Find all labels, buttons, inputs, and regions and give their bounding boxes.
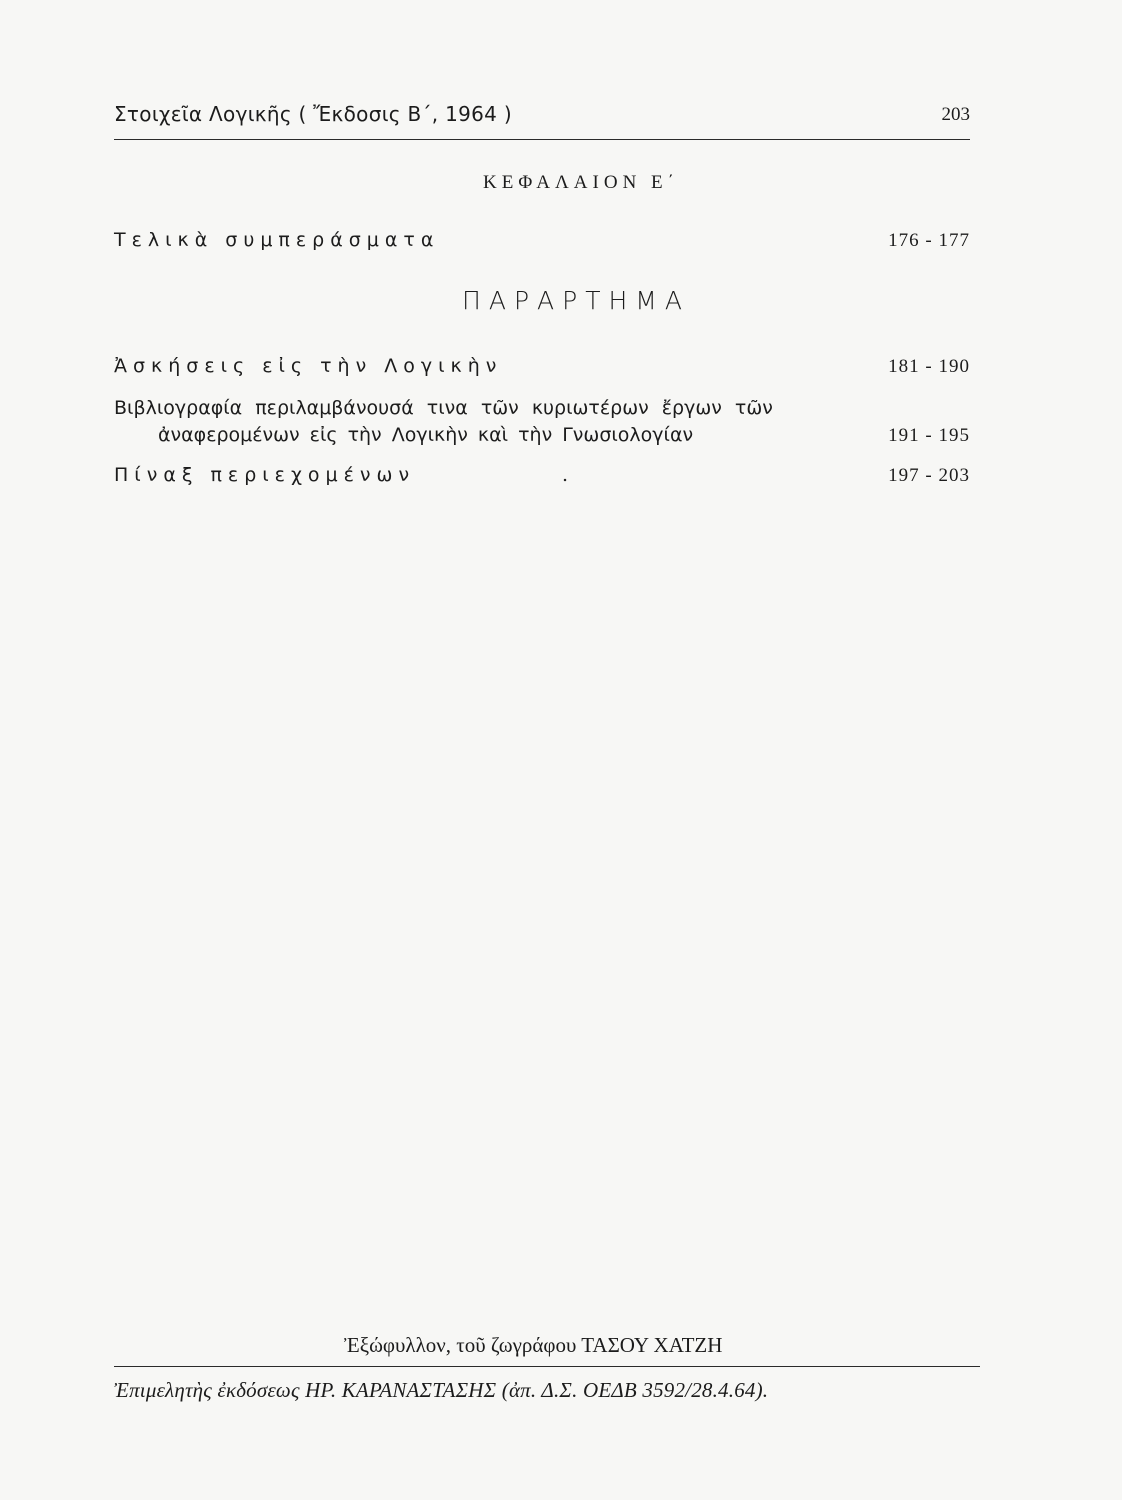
chapter-heading: ΚΕΦΑΛΑΙΟΝ Ε΄	[483, 172, 679, 193]
header-rule	[114, 139, 970, 140]
running-header-title: Στοιχεῖα Λογικῆς ( Ἔκδοσις Β΄, 1964 )	[114, 102, 512, 126]
appendix-heading: ΠΑΡΑΡΤΗΜΑ	[462, 286, 690, 315]
leader-dot: .	[562, 464, 569, 486]
toc-entry-title: Πίναξ περιεχομένων	[114, 464, 416, 486]
toc-entry-pages: 176 - 177	[888, 230, 970, 251]
toc-entry-pages: 181 - 190	[888, 356, 970, 377]
toc-entry-title: Ἀσκήσεις εἰς τὴν Λογικὴν	[114, 355, 503, 377]
toc-entry-title: Τελικὰ συμπεράσματα	[114, 229, 440, 251]
toc-entry-pages: 197 - 203	[888, 465, 970, 486]
footer-rule	[114, 1366, 980, 1367]
cover-credit: Ἐξώφυλλον, τοῦ ζωγράφου ΤΑΣΟΥ ΧΑΤΖΗ	[344, 1333, 723, 1357]
toc-entry-title-line1: Βιβλιογραφία περιλαμβάνουσά τινα τῶν κυριωτέρων ἔργων τῶν	[114, 397, 773, 419]
page-number: 203	[941, 104, 970, 125]
editor-credit: Ἐπιμελητὴς ἐκδόσεως ΗΡ. ΚΑΡΑΝΑΣΤΑΣΗΣ (ἀπ. Δ.Σ. ΟΕΔΒ 3592/28.4.64).	[114, 1378, 769, 1402]
toc-entry-title-line2: ἀναφερομένων εἰς τὴν Λογικὴν καὶ τὴν Γνωσιολογίαν	[158, 424, 694, 446]
toc-entry-pages: 191 - 195	[888, 425, 970, 446]
running-header	[114, 102, 970, 132]
